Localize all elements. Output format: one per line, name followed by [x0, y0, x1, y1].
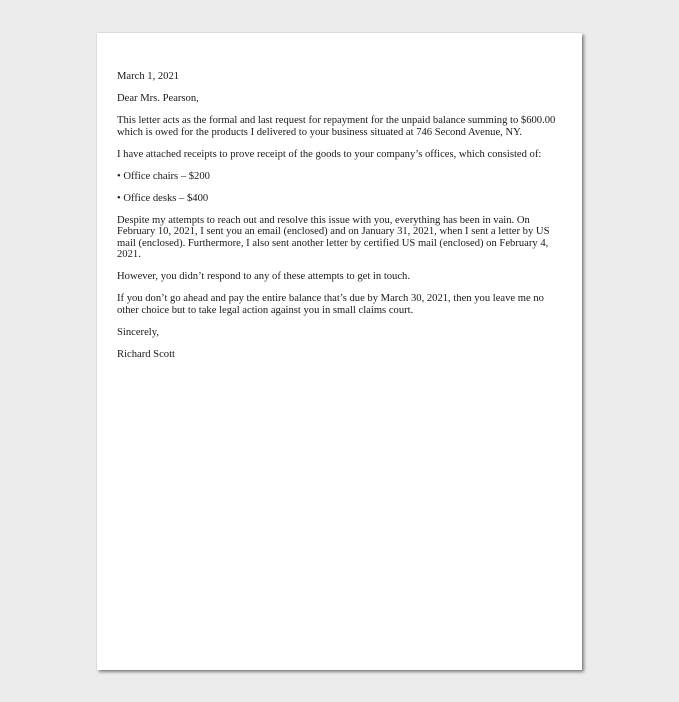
paragraph-attempts: Despite my attempts to reach out and resolve this issue with you, everything has been in vain. On February 10, 2021, I sent you an email (enclosed) and on January 31, 2021, when I sent a letter by US mail (enclosed). Furthermore, I also sent another letter by certified US mail (enclosed) on February 4, 2021.: [117, 214, 550, 261]
letter-closing: Sincerely,: [117, 326, 159, 338]
paragraph-no-response: However, you didn’t respond to any of these attempts to get in touch.: [117, 271, 411, 283]
item-office-desks: Office desks – $400: [123, 192, 209, 204]
paragraph-intro: This letter acts as the formal and last request for repayment for the unpaid balance summing to $600.00 which is owed for the products I delivered to your business situated at 746 Second Avenue, NY.: [117, 114, 556, 138]
paragraph-receipts: I have attached receipts to prove receipt of the goods to your company’s offices, which consisted of:: [117, 148, 542, 160]
letter-date: March 1, 2021: [117, 71, 180, 82]
list-item: [117, 171, 562, 183]
letter-signature: Richard Scott: [117, 348, 175, 360]
paragraph-warning: If you don’t go ahead and pay the entire balance that’s due by March 30, 2021, then you leave me no other choice but to take legal action against you in small claims court.: [117, 293, 544, 316]
letter-page: [97, 33, 582, 670]
letter-salutation: Dear Mrs. Pearson,: [117, 92, 199, 104]
item-office-chairs: Office chairs – $200: [123, 170, 210, 182]
list-item: [117, 193, 562, 205]
